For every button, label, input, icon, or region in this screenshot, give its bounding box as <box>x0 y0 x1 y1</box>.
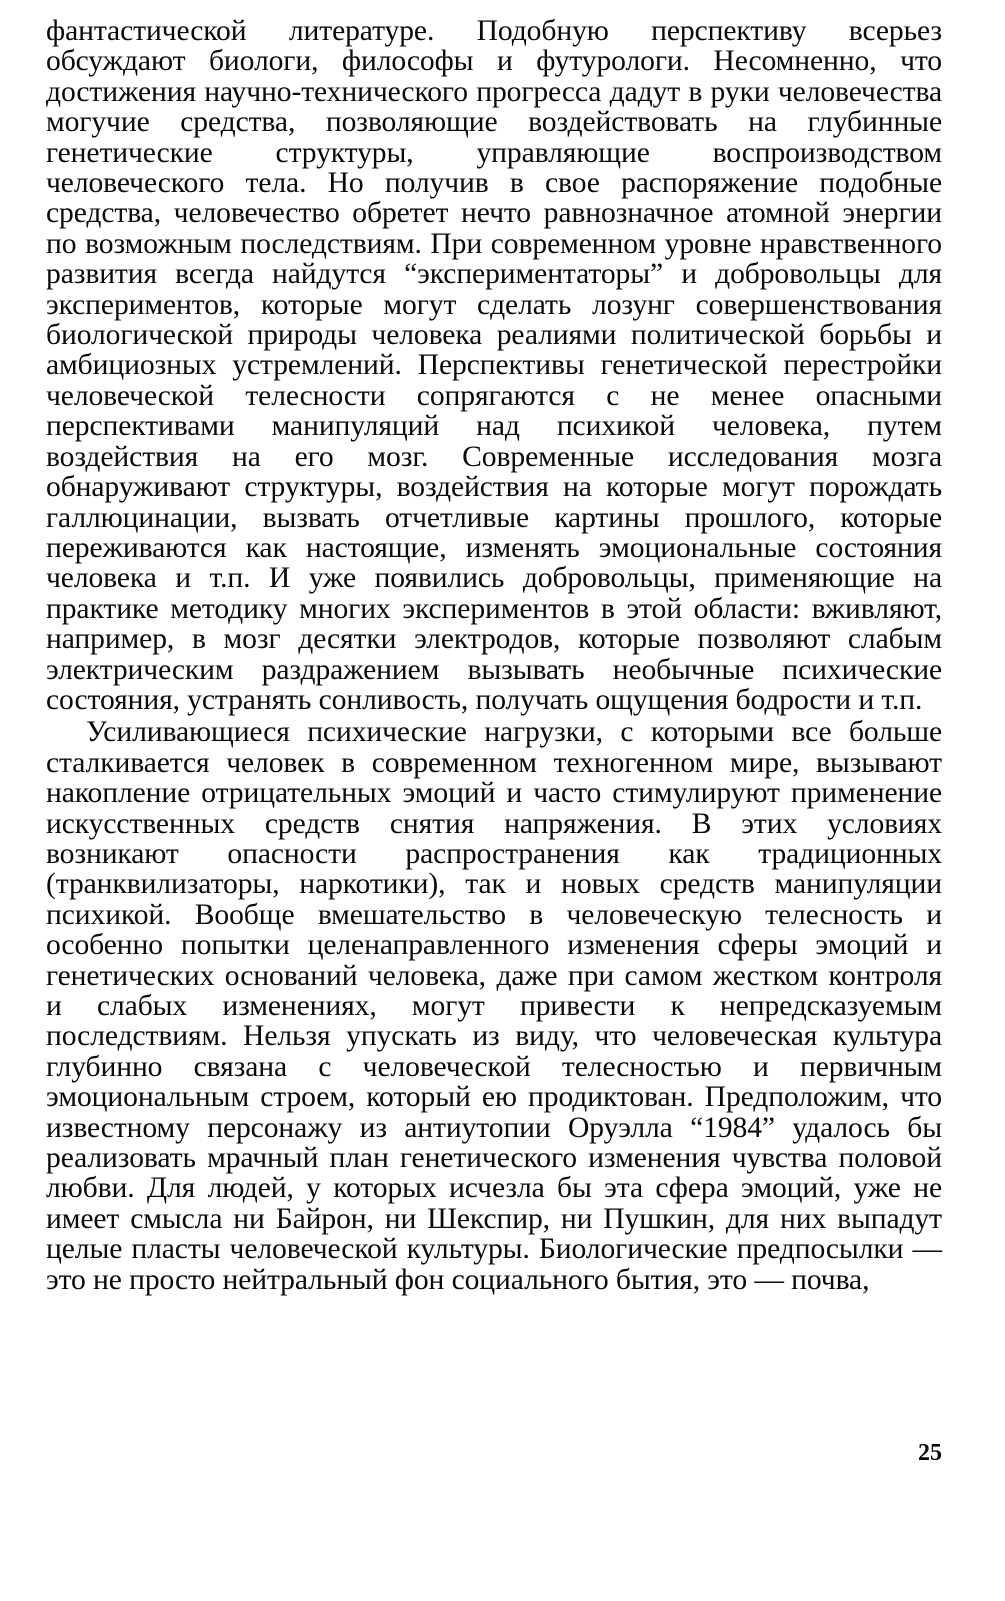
page-body <box>46 16 942 1295</box>
paragraph-2: Усиливающиеся психические нагрузки, с которыми все больше сталкивается человек в современном техногенном мире, вызывают накопление отрицательных эмоций и часто стимулируют применение искусственных средств снятия напряжения. В этих условиях возникают опасности распространения как традиционных (транквилизаторы, наркотики), так и новых средств манипуляции психикой. Вообще вмешательство в человеческую телесность и особенно попытки целенаправленного изменения сферы эмоций и генетических оснований человека, даже при самом жестком контроля и слабых изменениях, могут привести к непредсказуемым последствиям. Нельзя упускать из виду, что человеческая культура глубинно связана с человеческой телесностью и первичным эмоциональным строем, который ею продиктован. Предположим, что известному персонажу из антиутопии Оруэлла “1984” удалось бы реализовать мрачный план генетического изменения чувства половой любви. Для людей, у которых исчезла бы эта сфера эмоций, уже не имеет смысла ни Байрон, ни Шекспир, ни Пушкин, для них выпадут целые пласты человеческой культуры. Биологические предпосылки — это не просто нейтральный фон социального бытия, это — почва, <box>46 716 942 1296</box>
page-number: 25 <box>918 1440 942 1466</box>
paragraph-1: фантастической литературе. Подобную перспективу всерьез обсуждают биологи, философы и футурологи. Несомненно, что достижения научно-технического прогресса дадут в руки человечества могучие средства, позволяющие воздействовать на глубинные генетические структуры, управляющие воспроизводством человеческого тела. Но получив в свое распоряжение подобные средства, человечество обретет нечто равнозначное атомной энергии по возможным последствиям. При современном уровне нравственного развития всегда найдутся “экспериментаторы” и добровольцы для экспериментов, которые могут сделать лозунг совершенствования биологической природы человека реалиями политической борьбы и амбициозных устремлений. Перспективы генетической перестройки человеческой телесности сопрягаются с не менее опасными перспективами манипуляций над психикой человека, путем воздействия на его мозг. Современные исследования мозга обнаруживают структуры, воздействия на которые могут порождать галлюцинации, вызвать отчетливые картины прошлого, которые переживаются как настоящие, изменять эмоциональные состояния человека и т.п. И уже появились добровольцы, применяющие на практике методику многих экспериментов в этой области: вживляют, например, в мозг десятки электродов, которые позволяют слабым электрическим раздражением вызывать необычные психические состояния, устранять сонливость, получать ощущения бодрости и т.п. <box>46 15 942 716</box>
